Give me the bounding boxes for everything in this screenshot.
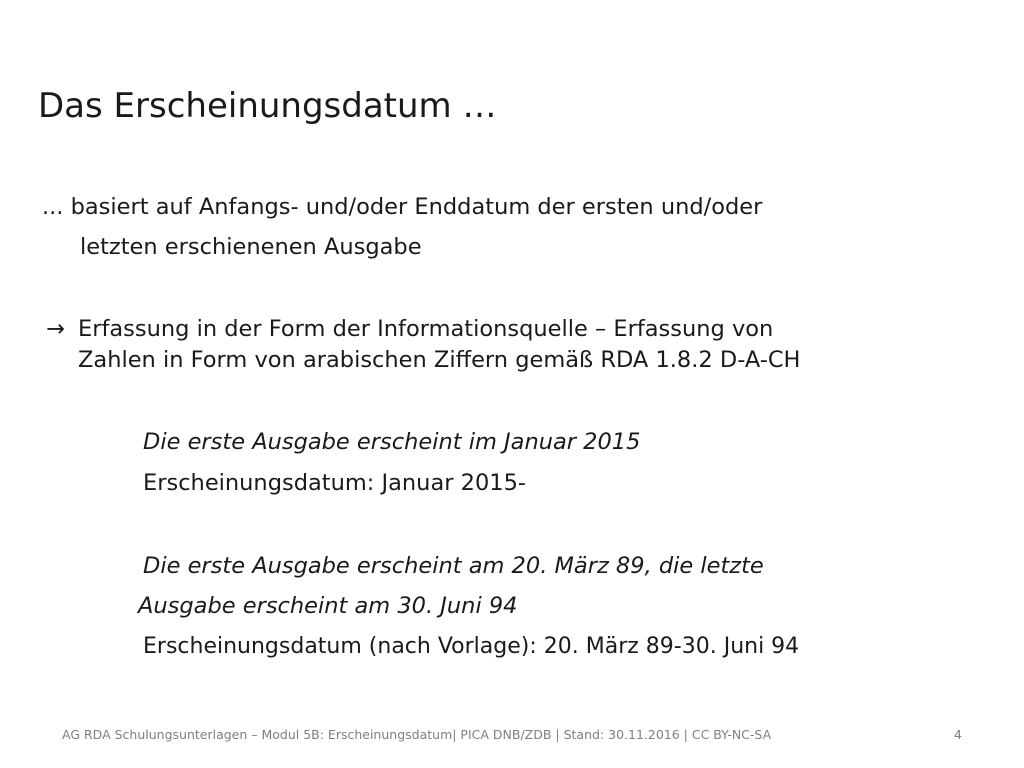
slide-title: Das Erscheinungsdatum … [38, 86, 497, 126]
example2-line2: Ausgabe erscheint am 30. Juni 94 [138, 593, 518, 619]
example1-line1: Die erste Ausgabe erscheint im Januar 2015 [143, 429, 641, 455]
bullet1-line2: letzten erschienenen Ausgabe [80, 234, 422, 260]
footer-text: AG RDA Schulungsunterlagen – Modul 5B: Erscheinungsdatum| PICA DNB/ZDB | Stand: 30.11.2016 | CC BY-NC-SA [62, 727, 772, 742]
example1-line2: Erscheinungsdatum: Januar 2015- [143, 470, 527, 496]
page-number: 4 [954, 727, 962, 742]
bullet1-line1: ... basiert auf Anfangs- und/oder Enddatum der ersten und/oder [42, 194, 763, 220]
arrow-icon: → [46, 316, 65, 342]
bullet2-line2: Zahlen in Form von arabischen Ziffern gemäß RDA 1.8.2 D-A-CH [78, 347, 801, 373]
example2-line1: Die erste Ausgabe erscheint am 20. März 89, die letzte [143, 553, 764, 579]
example2-line3: Erscheinungsdatum (nach Vorlage): 20. März 89-30. Juni 94 [143, 634, 800, 659]
bullet2-line1: Erfassung in der Form der Informationsquelle – Erfassung von [78, 316, 774, 342]
